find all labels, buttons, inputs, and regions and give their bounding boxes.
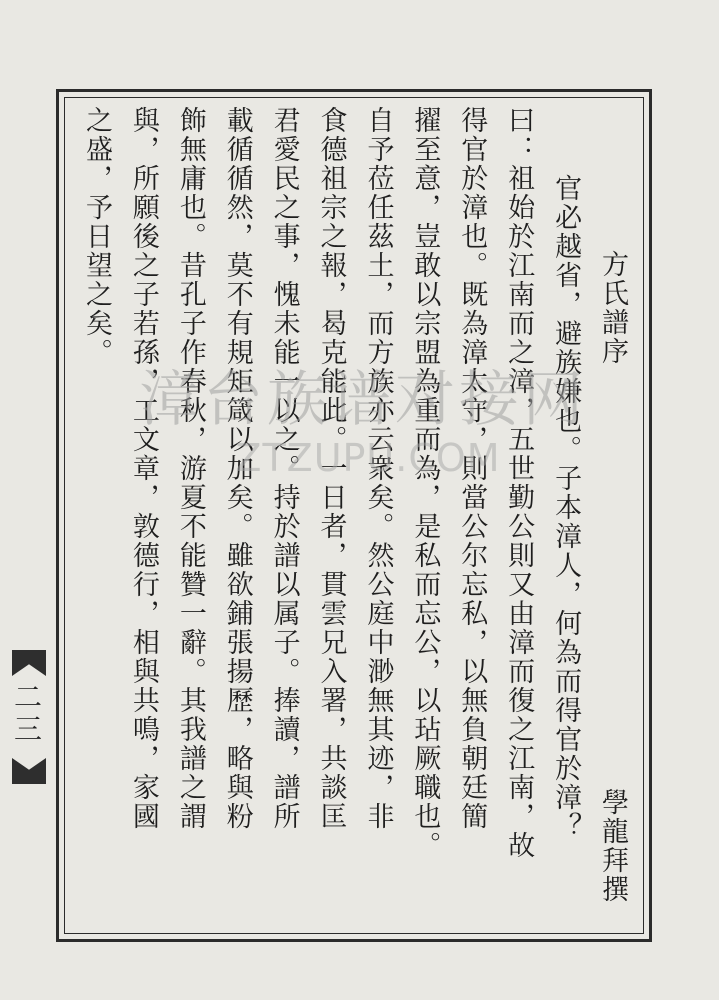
text-column-8: 載循循然，莫不有規矩箴以加矣。雖欲鋪張揚歷，略與粉 — [221, 106, 253, 831]
text-column-9: 飾無庸也。昔孔子作春秋，游夏不能贊一辭。其我譜之謂 — [174, 106, 206, 831]
text-column-7: 君愛民之事，愧未能一以之。持於譜以属子。捧讀，譜所 — [268, 106, 300, 831]
text-column-11: 之盛，予日望之矣。 — [81, 106, 112, 367]
text-column-2: 曰：祖始於江南而之漳，五世勤公則又由漳而復之江南，故 — [503, 106, 535, 860]
text-column-1: 官必越省，避族嫌也。子本漳人，何為而得官於漳？ — [550, 174, 582, 841]
page-mark-bottom-icon — [12, 758, 46, 784]
text-column-5: 自予莅任茲土，而方族亦云衆矣。然公庭中渺無其迹，非 — [362, 106, 394, 831]
page-number: 二三 — [10, 682, 43, 746]
text-columns — [76, 106, 632, 924]
watermark-text: 漳台族谱对接网 — [139, 365, 587, 435]
document-author: 學龍拜撰 — [597, 788, 628, 904]
text-column-3: 得官於漳也。既為漳太守，則當公尔忘私，以無負朝廷簡 — [456, 106, 488, 831]
page-mark-top-icon — [12, 650, 46, 676]
watermark-url: ZTZUPU.COM — [235, 436, 501, 480]
document-title: 方氏譜序 — [596, 250, 628, 366]
text-column-4: 擢至意，豈敢以宗盟為重而為，是私而忘公，以玷厥職也。 — [409, 106, 441, 860]
text-column-10: 與，所願後之子若孫，工文章，敦德行，相與共鳴，家國 — [127, 106, 159, 831]
text-column-6: 食德祖宗之報，曷克能此。一日者，貫雲兄入署，共談匡 — [315, 106, 347, 831]
